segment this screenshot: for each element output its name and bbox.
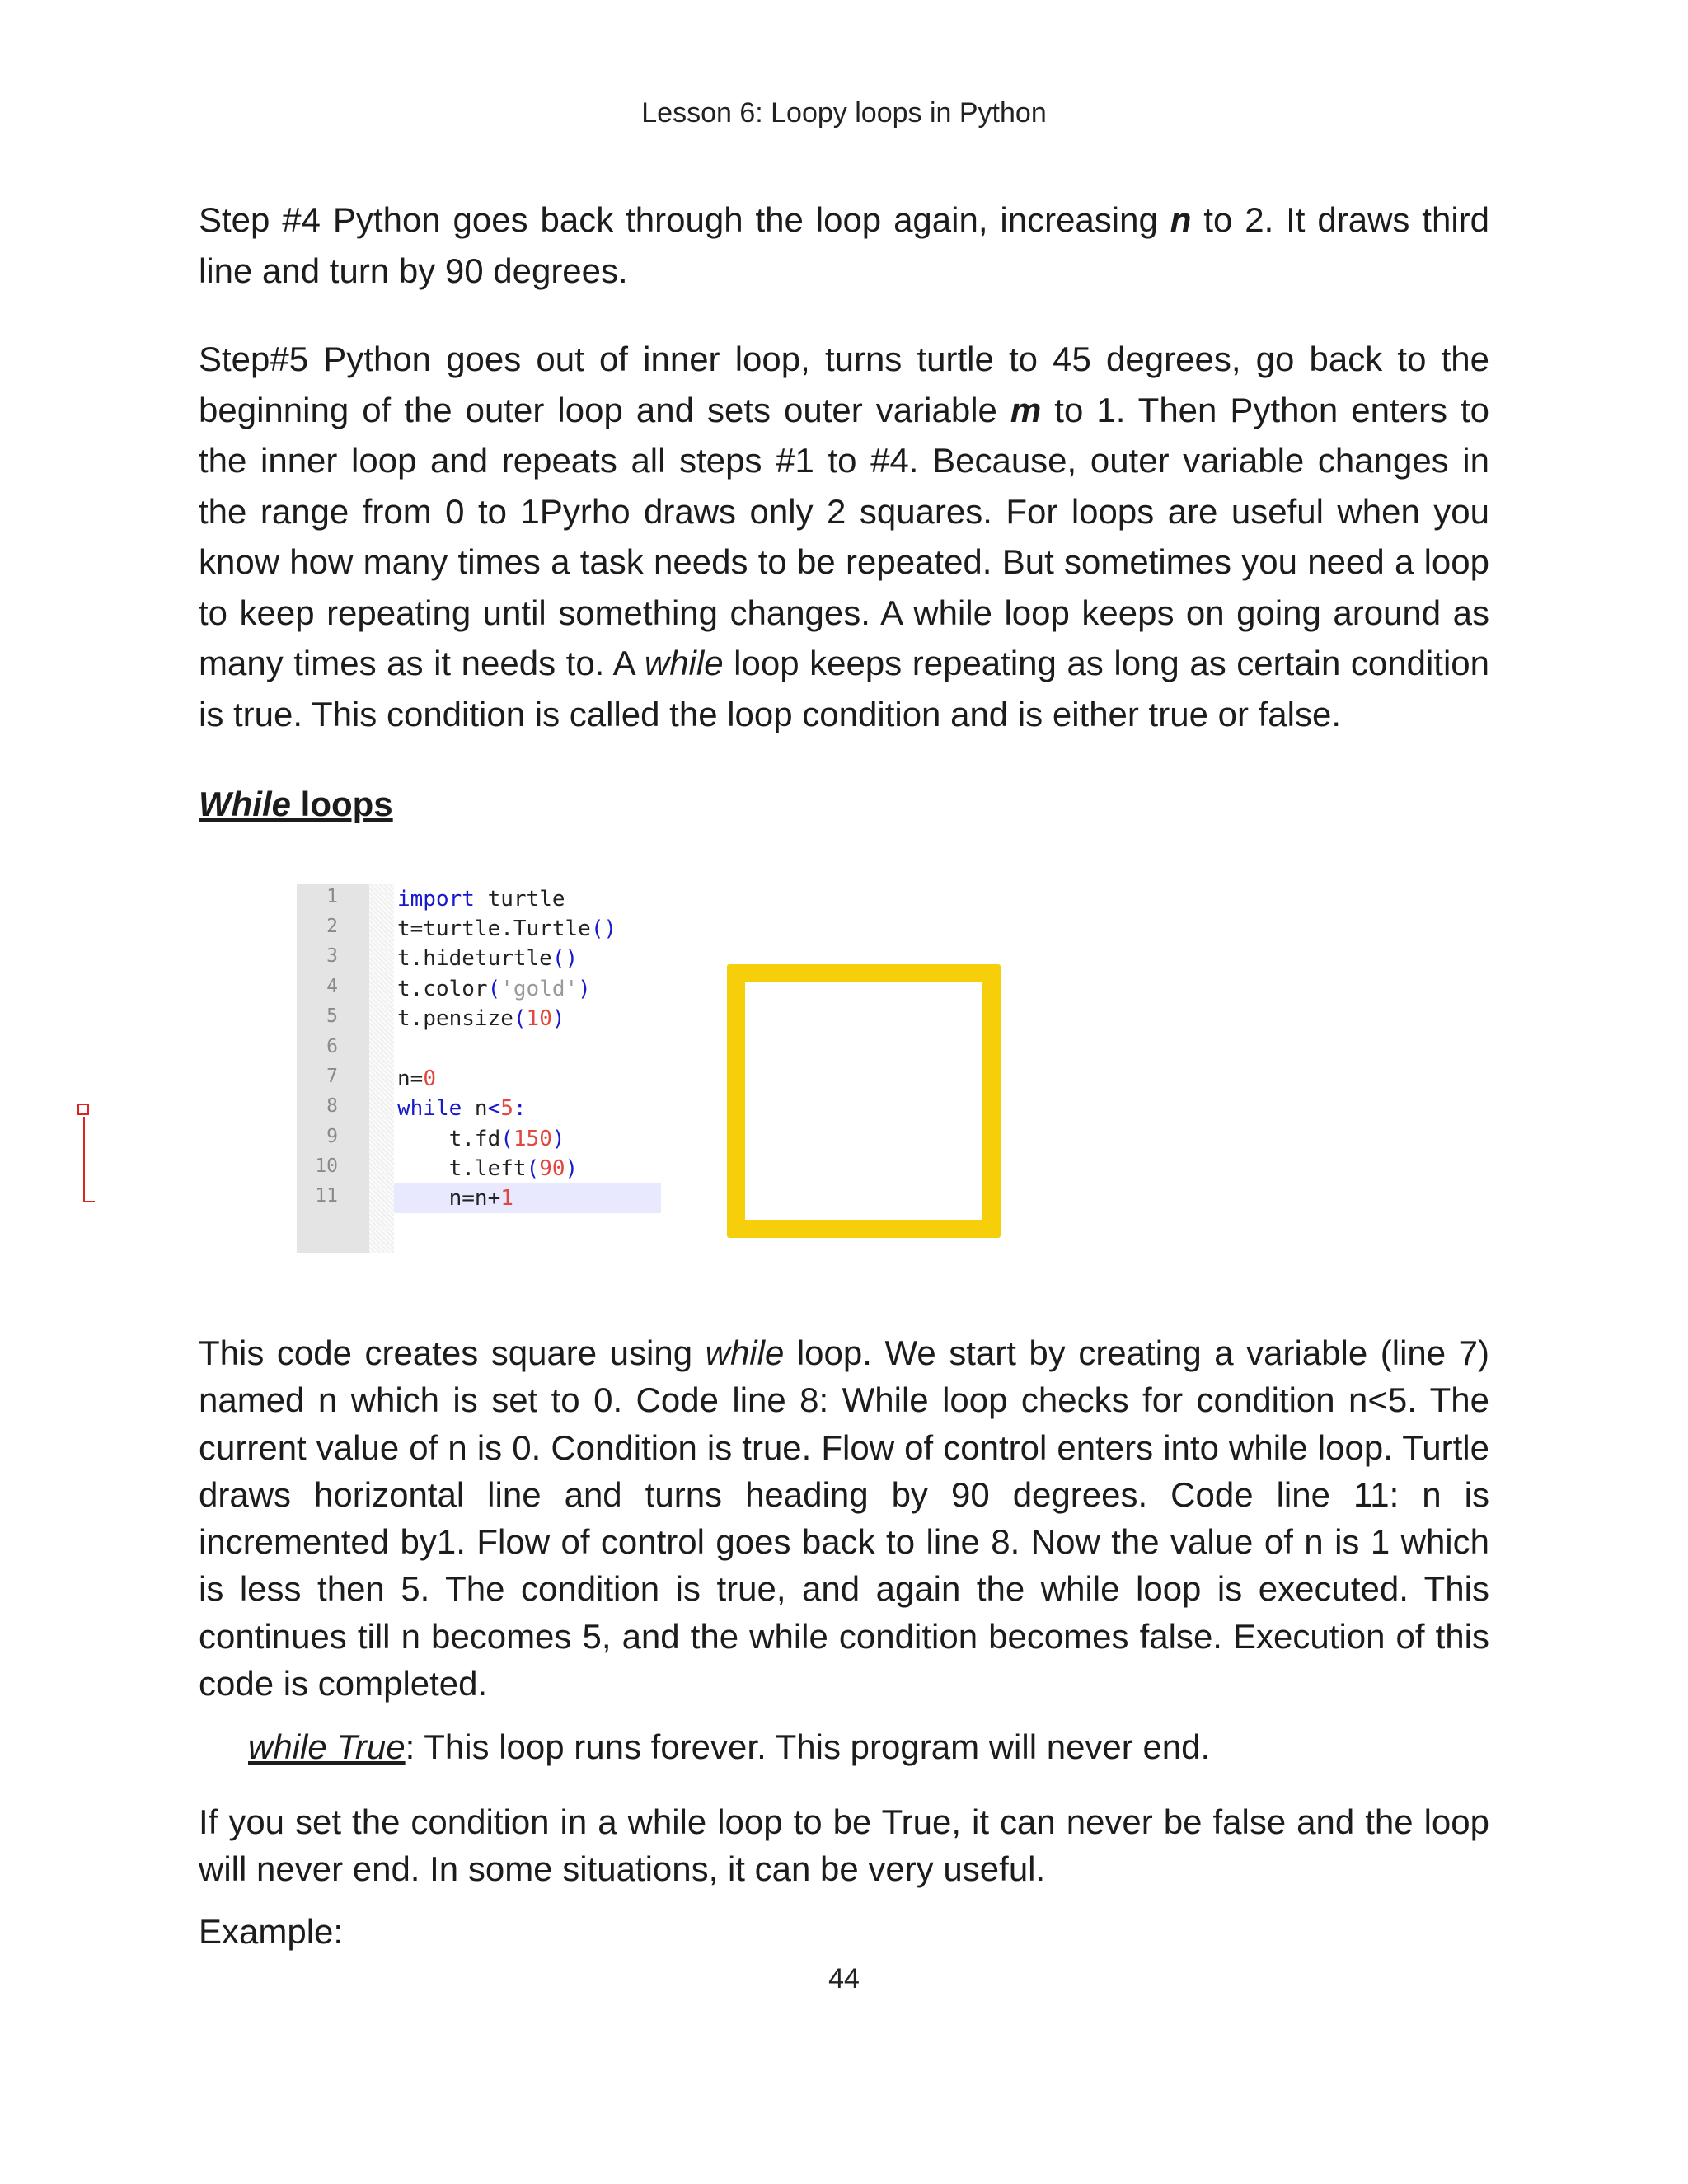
line-number: 11 [315,1185,338,1207]
italic-term: while [705,1333,785,1372]
code-punct: : [513,1096,527,1121]
text-run: This code creates square using [199,1333,706,1372]
page-number: 44 [828,1963,860,1994]
code-line [394,884,661,914]
code-line [394,1004,661,1033]
code-line [394,1094,661,1123]
code-number: 150 [513,1127,552,1151]
keyword: import [397,887,475,912]
code-punct: ) [551,1127,565,1151]
code-text: t.color [397,977,488,1001]
paragraph-step-4 [199,194,1489,296]
running-header: Lesson 6: Loopy loops in Python [641,97,1047,129]
code-line [394,1064,661,1094]
text-run: Step#5 Python goes out of inner loop, turns turtle to 45 degrees, go back to the beginning of the outer loop and sets outer variable [199,340,1489,429]
line-number: 8 [326,1095,338,1117]
text-run: loop keeps repeating as long as certain condition is true. This condition is called the loop condition and is either true or false. [199,644,1489,733]
fold-guide [83,1117,85,1202]
code-number: 90 [539,1156,565,1181]
code-punct: ( [487,977,501,1001]
paragraph-step-5 [199,334,1489,739]
code-line [394,974,661,1004]
code-operator: < [487,1096,501,1121]
italic-term: while [644,644,724,682]
code-punct: ( [526,1156,540,1181]
code-punct: ( [500,1127,513,1151]
code-text: n [462,1096,488,1121]
code-line-highlighted [394,1183,661,1213]
variable-n: n [1170,200,1192,239]
line-number: 4 [326,976,338,997]
code-line [394,1124,661,1154]
code-string: 'gold' [500,977,579,1001]
code-punct: () [590,916,617,941]
text-run: loop. We start by creating a variable (line 7) named n which is set to 0. Code line 8: While loop checks for condition n<5. The current value of n is 0. Condition is true. Flow of control enters into while loop. Turtle draws horizontal line and turns heading by 90 degrees. Code line 11: n is incremented by1. Flow of control goes back to line 8. Now the value of n is 1 which is less then 5. The condition is true, and again the while loop is executed. This continues till n becomes 5, and the while condition becomes false. Execution of this code is completed. [199,1333,1489,1704]
text-run: : This loop runs forever. This program will never end. [405,1727,1211,1766]
example-label: Example: [199,1912,344,1951]
fold-guide-end [83,1201,95,1202]
code-text: t.left [397,1156,527,1181]
code-line [394,944,661,973]
paragraph-explanation [199,1329,1489,1707]
text-run: to 2. It draws third line and turn by 90 degrees. [199,200,1489,290]
code-text: t.pensize [397,1006,513,1031]
code-text: n= [397,1066,424,1091]
text-run: Step #4 Python goes back through the loop again, increasing [199,200,1170,239]
code-punct: () [551,946,579,971]
code-number: 0 [423,1066,436,1091]
code-punct: ) [551,1006,565,1031]
code-text: t.fd [397,1127,501,1151]
heading-italic: While [199,785,291,823]
code-text: t=turtle.Turtle [397,916,591,941]
line-number: 7 [326,1066,338,1087]
line-number: 2 [326,916,338,937]
turtle-output-square [727,964,1001,1238]
while-true-term: while True [248,1727,406,1766]
keyword: while [397,1096,462,1121]
heading-rest: loops [291,785,393,823]
line-number: 10 [315,1155,338,1177]
variable-m: m [1010,390,1042,429]
line-number: 3 [326,945,338,967]
line-number: 6 [326,1036,338,1057]
fold-collapse-icon [77,1104,89,1115]
text-run: to 1. Then Python enters to the inner loop and repeats all steps #1 to #4. Because, outer variable changes in the range from 0 to 1Pyrho draws only 2 squares. For loops are useful when you know how many times a task needs to be repeated. But sometimes you need a loop to keep repeating until something changes. A while loop keeps on going around as many times as it needs to. A [199,390,1490,682]
code-number: 5 [500,1096,513,1121]
code-punct: ( [513,1006,527,1031]
code-line [394,1154,661,1183]
line-number: 9 [326,1126,338,1147]
code-punct: ) [565,1156,579,1181]
fold-margin [369,884,394,1253]
paragraph-true-condition: If you set the condition in a while loop to be True, it can never be false and the loop will never end. In some situations, it can be very useful. [199,1802,1489,1889]
code-number: 1 [500,1186,513,1211]
line-number: 1 [326,886,338,907]
line-number: 5 [326,1005,338,1027]
code-punct: ) [578,977,591,1001]
code-text: turtle [474,887,565,912]
code-text: n=n+ [397,1186,501,1211]
code-line [394,914,661,944]
while-true-note [248,1727,1210,1767]
section-heading [199,785,393,824]
code-number: 10 [526,1006,552,1031]
code-text: t.hideturtle [397,946,552,971]
